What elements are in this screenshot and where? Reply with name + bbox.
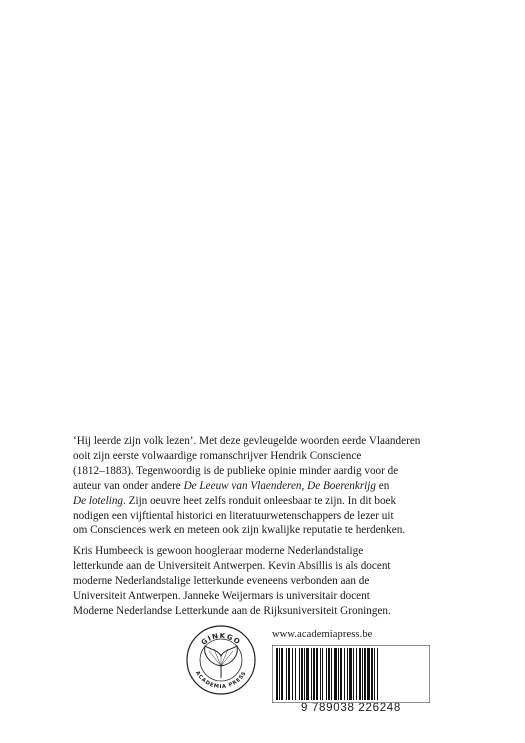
barcode-bar <box>377 648 378 700</box>
book-title-leeuw: De Leeuw van Vlaenderen <box>183 479 302 492</box>
bio-line: Moderne Nederlandse Letterkunde aan de Rijksuniversiteit Groningen. <box>73 604 391 617</box>
barcode-bar <box>349 648 352 700</box>
barcode-bar <box>328 648 330 700</box>
blurb-line: ooit zijn eerste volwaardige romanschrijver Hendrik Conscience <box>73 449 362 462</box>
barcode-bars <box>272 645 430 703</box>
ginkgo-academia-press-logo <box>185 624 257 696</box>
blurb-line <box>73 479 435 494</box>
barcode-bar <box>288 648 290 700</box>
blurb-line <box>73 494 435 509</box>
barcode-bar <box>367 648 370 700</box>
barcode-bar <box>306 648 309 700</box>
barcode-bar <box>292 648 293 700</box>
editors-bio <box>73 544 433 619</box>
barcode-bar <box>364 648 366 700</box>
barcode-bar <box>353 648 354 700</box>
bio-line: moderne Nederlandstalige letterkunde eveneens verbonden aan de <box>73 574 370 587</box>
blurb-line: nodigen een vijftiental historici en literatuurwetenschappers de lezer uit <box>73 509 394 522</box>
barcode-bar <box>311 648 312 700</box>
barcode-bar <box>326 648 327 700</box>
barcode-bar <box>304 648 305 700</box>
logo-top-text: GINKGO <box>199 631 243 647</box>
barcode-bar <box>320 648 321 700</box>
blurb-line: ‘Hij leerde zijn volk lezen’. Met deze gevleugelde woorden eerde Vlaanderen <box>73 435 421 447</box>
blurb-text: en <box>376 479 390 492</box>
barcode-bar <box>347 648 348 700</box>
blurb-line: om Consciences werk en meteen ook zijn kwalijke reputatie te herdenken. <box>73 524 406 537</box>
isbn-barcode <box>270 645 432 715</box>
bio-line: Universiteit Antwerpen. Janneke Weijermars is universitair docent <box>73 589 370 602</box>
barcode-bar <box>322 648 323 700</box>
barcode-bar <box>374 648 375 700</box>
barcode-bar <box>276 648 278 700</box>
barcode-bar <box>299 648 300 700</box>
barcode-bar <box>313 648 315 700</box>
barcode-bar <box>301 648 303 700</box>
barcode-bar <box>295 648 296 700</box>
publisher-url: www.academiapress.be <box>272 629 373 640</box>
barcode-bar <box>331 648 332 700</box>
blurb-separator: , <box>301 479 308 492</box>
logo-bottom-text: ACADEMIA PRESS <box>194 670 248 691</box>
book-title-boerenkrijg: De Boerenkrijg <box>307 479 376 492</box>
svg-text:GINKGO <box>200 632 242 647</box>
blurb-line: (1812–1883). Tegenwoordig is de publieke opinie minder aardig voor de <box>73 464 399 477</box>
barcode-bar <box>286 648 287 700</box>
barcode-bar <box>316 648 318 700</box>
barcode-bar <box>359 648 361 700</box>
book-title-loteling: De loteling <box>73 494 124 507</box>
barcode-bar <box>340 648 342 700</box>
barcode-bar <box>344 648 345 700</box>
barcode-bar <box>334 648 337 700</box>
barcode-bar <box>338 648 339 700</box>
isbn-digits: 9 789038 226248 <box>300 702 402 714</box>
barcode-bar <box>371 648 373 700</box>
bio-line: letterkunde aan de Universiteit Antwerpen. Kevin Absillis is als docent <box>73 559 391 572</box>
barcode-bar <box>356 648 357 700</box>
blurb-text: auteur van onder andere <box>73 479 184 492</box>
bio-line: Kris Humbeeck is gewoon hoogleraar moderne Nederlandstalige <box>73 545 364 557</box>
barcode-bar <box>281 648 283 700</box>
back-cover-blurb <box>73 434 435 538</box>
barcode-bar <box>279 648 280 700</box>
blurb-text: . Zijn oeuvre heet zelfs ronduit onleesbaar te zijn. In dit boek <box>123 494 397 507</box>
barcode-bar <box>362 648 363 700</box>
